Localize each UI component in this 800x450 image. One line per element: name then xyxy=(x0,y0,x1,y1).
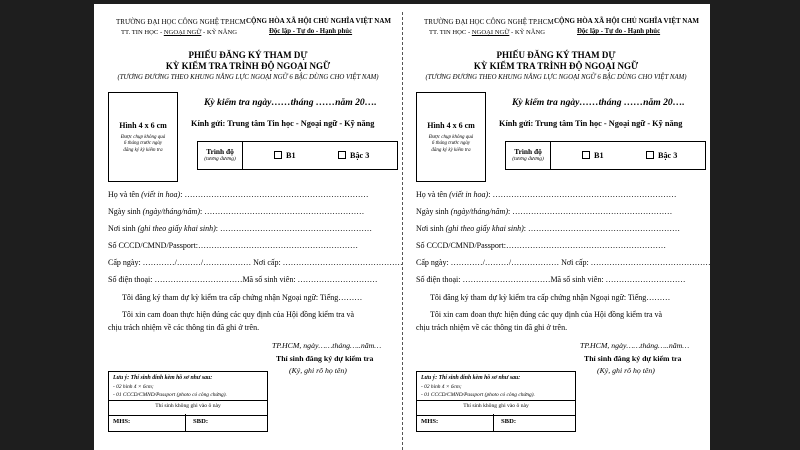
option-b1[interactable]: B1 xyxy=(274,151,296,160)
sbd-label: SBD: xyxy=(193,418,209,425)
country-name: CỘNG HÒA XÃ HỘI CHỦ NGHĨA VIỆT NAM xyxy=(246,17,392,25)
school-name: TRƯỜNG ĐẠI HỌC CÔNG NGHỆ TP.HCM xyxy=(424,18,554,26)
field-place-of-birth[interactable]: Nơi sinh (ghi theo giấy khai sinh): ………………………………………………… xyxy=(416,224,681,233)
level-selector xyxy=(505,141,706,170)
center-name: TT. TIN HỌC - NGOẠI NGỮ - KỸ NĂNG xyxy=(429,29,546,36)
divider xyxy=(417,400,575,401)
recipient-line: Kính gửi: Trung tâm Tin học - Ngoại ngữ - Kỹ năng xyxy=(191,119,375,128)
level-label: Trình độ xyxy=(206,147,234,156)
divider xyxy=(109,400,267,401)
office-codes-box xyxy=(108,414,268,432)
level-sublabel: (tương đương) xyxy=(512,156,544,162)
level-label-cell xyxy=(506,142,551,169)
form-framework-note: (TƯƠNG ĐƯƠNG THEO KHUNG NĂNG LỰC NGOẠI NGỮ 6 BẬC DÙNG CHO VIỆT NAM) xyxy=(117,74,379,81)
signer-title: Thí sinh đăng ký dự kiểm tra xyxy=(584,354,682,363)
exam-date-line: Kỳ kiểm tra ngày……tháng ……năm 20…. xyxy=(204,97,377,108)
national-motto: Độc lập - Tự do - Hạnh phúc xyxy=(269,28,353,35)
photo-note: Được chụp không quá 6 tháng trước ngày đăng ký kỳ kiểm tra xyxy=(120,135,166,153)
note-item: - 02 hình 4 × 6cm; xyxy=(113,384,154,390)
field-id-number[interactable]: Số CCCD/CMND/Passport:…………………………………………………… xyxy=(108,241,359,250)
register-statement: Tôi đăng ký tham dự kỳ kiểm tra cấp chứng nhận Ngoại ngữ: Tiếng……… xyxy=(122,293,363,302)
office-use-label: Thí sinh không ghi vào ô này xyxy=(155,403,221,409)
attachment-note-box xyxy=(108,371,268,416)
signature-hint: (Ký, ghi rõ họ tên) xyxy=(289,366,347,375)
office-use-label: Thí sinh không ghi vào ô này xyxy=(463,403,529,409)
office-codes-box xyxy=(416,414,576,432)
exam-date-line: Kỳ kiểm tra ngày……tháng ……năm 20…. xyxy=(512,97,685,108)
document-sheet xyxy=(94,4,710,450)
attachment-note-box xyxy=(416,371,576,416)
registration-form-left xyxy=(94,4,402,450)
photo-note: Được chụp không quá 6 tháng trước ngày đăng ký kỳ kiểm tra xyxy=(428,135,474,153)
form-title: PHIẾU ĐĂNG KÝ THAM DỰ xyxy=(496,50,616,60)
level-selector xyxy=(197,141,398,170)
recipient-line: Kính gửi: Trung tâm Tin học - Ngoại ngữ - Kỹ năng xyxy=(499,119,683,128)
national-motto: Độc lập - Tự do - Hạnh phúc xyxy=(577,28,661,35)
form-subtitle: KỲ KIỂM TRA TRÌNH ĐỘ NGOẠI NGỮ xyxy=(473,61,639,71)
registration-form-right xyxy=(402,4,710,450)
option-bac3[interactable]: Bậc 3 xyxy=(646,151,677,160)
field-place-of-birth[interactable]: Nơi sinh (ghi theo giấy khai sinh): ………………………………………………… xyxy=(108,224,373,233)
level-sublabel: (tương đương) xyxy=(204,156,236,162)
note-item: - 01 CCCD/CMND/Passport (photo có công chứng). xyxy=(113,392,227,398)
sbd-label: SBD: xyxy=(501,418,517,425)
place-date-line: TP.HCM, ngày……tháng…..năm… xyxy=(580,341,690,350)
note-title: Lưu ý: Thí sinh đính kèm hồ sơ như sau: xyxy=(113,375,213,381)
field-date-of-birth[interactable]: Ngày sinh (ngày/tháng/năm): …………………………………………………… xyxy=(108,207,365,216)
field-phone-student-id[interactable]: Số điện thoại: ……………………………Mã số sinh viên: ………………………… xyxy=(416,275,686,284)
field-date-of-birth[interactable]: Ngày sinh (ngày/tháng/năm): …………………………………………………… xyxy=(416,207,673,216)
signer-title: Thí sinh đăng ký dự kiểm tra xyxy=(276,354,374,363)
form-framework-note: (TƯƠNG ĐƯƠNG THEO KHUNG NĂNG LỰC NGOẠI NGỮ 6 BẬC DÙNG CHO VIỆT NAM) xyxy=(425,74,687,81)
pledge-line-1: Tôi xin cam đoan thực hiện đúng các quy định của Hội đồng kiểm tra và xyxy=(430,310,663,319)
option-bac3[interactable]: Bậc 3 xyxy=(338,151,369,160)
checkbox-icon[interactable] xyxy=(646,151,654,159)
level-label-cell xyxy=(198,142,243,169)
note-item: - 02 hình 4 × 6cm; xyxy=(421,384,462,390)
divider xyxy=(185,414,186,431)
signature-hint: (Ký, ghi rõ họ tên) xyxy=(597,366,655,375)
checkbox-icon[interactable] xyxy=(338,151,346,159)
field-issue-info[interactable]: Cấp ngày: …………/………/……………… Nơi cấp: ……………………………………… xyxy=(416,258,711,267)
option-b1[interactable]: B1 xyxy=(582,151,604,160)
checkbox-icon[interactable] xyxy=(274,151,282,159)
divider xyxy=(493,414,494,431)
field-full-name[interactable]: Họ và tên (viết in hoa): …………………………………………………………… xyxy=(416,190,677,199)
checkbox-icon[interactable] xyxy=(582,151,590,159)
country-name: CỘNG HÒA XÃ HỘI CHỦ NGHĨA VIỆT NAM xyxy=(554,17,700,25)
photo-title: Hình 4 x 6 cm xyxy=(427,121,475,130)
pledge-line-1: Tôi xin cam đoan thực hiện đúng các quy định của Hội đồng kiểm tra và xyxy=(122,310,355,319)
field-id-number[interactable]: Số CCCD/CMND/Passport:…………………………………………………… xyxy=(416,241,667,250)
note-title: Lưu ý: Thí sinh đính kèm hồ sơ như sau: xyxy=(421,375,521,381)
level-label: Trình độ xyxy=(514,147,542,156)
school-name: TRƯỜNG ĐẠI HỌC CÔNG NGHỆ TP.HCM xyxy=(116,18,246,26)
field-full-name[interactable]: Họ và tên (viết in hoa): …………………………………………………………… xyxy=(108,190,369,199)
pledge-line-2: chịu trách nhiệm về các thông tin đã ghi ở trên. xyxy=(416,323,568,332)
mhs-label: MHS: xyxy=(113,418,131,425)
mhs-label: MHS: xyxy=(421,418,439,425)
register-statement: Tôi đăng ký tham dự kỳ kiểm tra cấp chứng nhận Ngoại ngữ: Tiếng……… xyxy=(430,293,671,302)
note-item: - 01 CCCD/CMND/Passport (photo có công chứng). xyxy=(421,392,535,398)
field-issue-info[interactable]: Cấp ngày: …………/………/……………… Nơi cấp: ……………………………………… xyxy=(108,258,403,267)
field-phone-student-id[interactable]: Số điện thoại: ……………………………Mã số sinh viên: ………………………… xyxy=(108,275,378,284)
form-title: PHIẾU ĐĂNG KÝ THAM DỰ xyxy=(188,50,308,60)
photo-box xyxy=(416,92,486,182)
photo-title: Hình 4 x 6 cm xyxy=(119,121,167,130)
place-date-line: TP.HCM, ngày……tháng…..năm… xyxy=(272,341,382,350)
pledge-line-2: chịu trách nhiệm về các thông tin đã ghi ở trên. xyxy=(108,323,260,332)
form-subtitle: KỲ KIỂM TRA TRÌNH ĐỘ NGOẠI NGỮ xyxy=(165,61,331,71)
center-name: TT. TIN HỌC - NGOẠI NGỮ - KỸ NĂNG xyxy=(121,29,238,36)
photo-box xyxy=(108,92,178,182)
